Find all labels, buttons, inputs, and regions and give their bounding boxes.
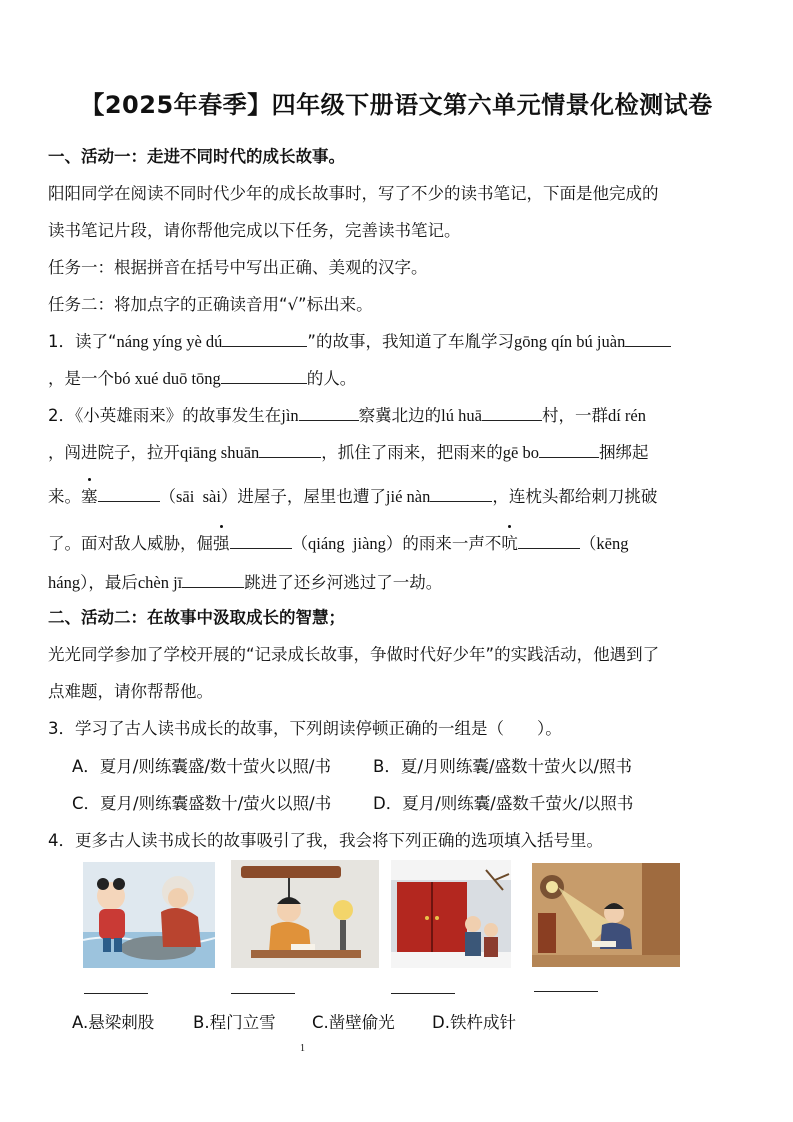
task1-text: 任务一：根据拼音在括号中写出正确、美观的汉字。 (48, 258, 428, 277)
q2-text: ），最后 (80, 573, 138, 592)
q2-text: ）进屋子，屋里也遭了 (220, 487, 386, 506)
pinyin: gē bo (502, 443, 539, 462)
answer-blank[interactable] (539, 443, 599, 458)
question1-line1 (48, 328, 748, 352)
pinyin: lú huā (441, 406, 482, 425)
answer-line-4[interactable] (534, 991, 598, 992)
q1-text: ，是一个 (48, 369, 114, 388)
q4-option-b[interactable]: B.程门立雪 (193, 1013, 276, 1032)
q1-text: ”的故事，我知道了车胤学习 (307, 332, 514, 351)
answer-line-2[interactable] (231, 993, 295, 994)
pinyin-choice[interactable]: sāi sài (176, 487, 221, 506)
q2-text: 捆绑起 (598, 443, 649, 462)
q4-option-d[interactable]: D.铁杵成针 (432, 1013, 516, 1032)
q2-text: ，抓住了雨来，把雨来的 (321, 443, 503, 462)
q4-option-a[interactable]: A.悬梁刺股 (72, 1013, 155, 1032)
section2-heading: 二、活动二：在故事中汲取成长的智慧； (48, 608, 345, 627)
answer-blank[interactable] (482, 406, 542, 421)
pinyin: qiāng shuān (180, 443, 260, 462)
pinyin-choice[interactable]: kēng (596, 534, 629, 553)
q3-option-c[interactable]: C．夏月/则练囊盛数十/萤火以照/书 (72, 794, 332, 813)
answer-line-1[interactable] (84, 993, 148, 994)
pinyin: jìn (281, 406, 299, 425)
answer-blank[interactable] (299, 406, 359, 421)
pinyin: jié nàn (385, 487, 431, 506)
question2-line1 (48, 402, 748, 426)
story-illustration-2 (231, 860, 379, 968)
answer-blank[interactable] (98, 487, 160, 502)
q2-text: 察冀北边的 (358, 406, 442, 425)
question2-line4 (48, 530, 748, 554)
q2-text: 村，一群 (541, 406, 608, 425)
q2-text: 跳进了还乡河逃过了一劫。 (244, 573, 443, 592)
q2-text: 来。 (48, 487, 81, 506)
question3-stem: 3．学习了古人读书成长的故事，下列朗读停顿正确的一组是（ ）。 (48, 719, 562, 738)
pinyin-choice[interactable]: háng (48, 573, 81, 592)
pinyin: chèn jī (137, 573, 183, 592)
section1-intro-line1: 阳阳同学在阅读不同时代少年的成长故事时，写了不少的读书笔记，下面是他完成的 (48, 184, 659, 203)
answer-blank[interactable] (222, 332, 307, 347)
q2-text: ，闯进院子，拉开 (48, 443, 180, 462)
question2-line5 (48, 569, 748, 593)
pinyin: gōng qín bú juàn (513, 332, 626, 351)
story-illustration-3 (391, 860, 511, 968)
answer-blank[interactable] (259, 443, 321, 458)
answer-blank[interactable] (518, 534, 580, 549)
pinyin: náng yíng yè dú (116, 332, 223, 351)
section2-intro-line2: 点难题，请你帮帮他。 (48, 682, 213, 701)
answer-line-3[interactable] (391, 993, 455, 994)
question1-line2 (48, 365, 748, 389)
q2-text: （ (159, 487, 176, 506)
pinyin-choice[interactable]: qiáng jiàng (308, 534, 386, 553)
section1-intro-line2: 读书笔记片段，请你帮他完成以下任务，完善读书笔记。 (48, 221, 461, 240)
q3-option-d[interactable]: D．夏月/则练囊/盛数千萤火/以照书 (373, 794, 634, 813)
q2-text: ，连枕头都给刺刀挑破 (492, 487, 658, 506)
q3-option-a[interactable]: A．夏月/则练囊盛/数十萤火以照/书 (72, 757, 331, 776)
answer-blank[interactable] (230, 534, 292, 549)
story-illustration-4 (532, 863, 680, 967)
pinyin: dí rén (607, 406, 646, 425)
question2-line2 (48, 439, 748, 463)
dotted-character: 强 (213, 530, 230, 554)
answer-blank[interactable] (221, 369, 307, 384)
q2-text: （ (291, 534, 308, 553)
q2-text: （ (579, 534, 597, 553)
answer-blank[interactable] (430, 487, 492, 502)
task2-text: 任务二：将加点字的正确读音用“√”标出来。 (48, 295, 373, 314)
story-illustration-1 (83, 862, 215, 968)
q3-option-b[interactable]: B．夏/月则练囊/盛数十萤火以/照书 (373, 757, 632, 776)
q4-option-c[interactable]: C.凿壁偷光 (312, 1013, 395, 1032)
dotted-character: 吭 (501, 530, 518, 554)
q1-text: 1．读了“ (48, 332, 117, 351)
section1-heading: 一、活动一：走进不同时代的成长故事。 (48, 147, 345, 166)
dotted-character: 塞 (81, 483, 98, 507)
exam-title: 【2025年春季】四年级下册语文第六单元情景化检测试卷 (80, 91, 713, 119)
q2-text: ）的雨来一声不 (385, 534, 502, 553)
q2-text: 2．《小英雄雨来》的故事发生在 (48, 406, 282, 425)
pinyin: bó xué duō tōng (114, 369, 221, 388)
page-number: 1 (300, 1043, 305, 1054)
q2-text: 了。面对敌人威胁，倔 (48, 534, 213, 553)
answer-blank[interactable] (182, 573, 244, 588)
answer-blank[interactable] (625, 332, 671, 347)
section2-intro-line1: 光光同学参加了学校开展的“记录成长故事，争做时代好少年”的实践活动，他遇到了 (48, 645, 660, 664)
q1-text: 的人。 (306, 369, 357, 388)
question2-line3 (48, 483, 748, 507)
question4-stem: 4．更多古人读书成长的故事吸引了我，我会将下列正确的选项填入括号里。 (48, 831, 603, 850)
